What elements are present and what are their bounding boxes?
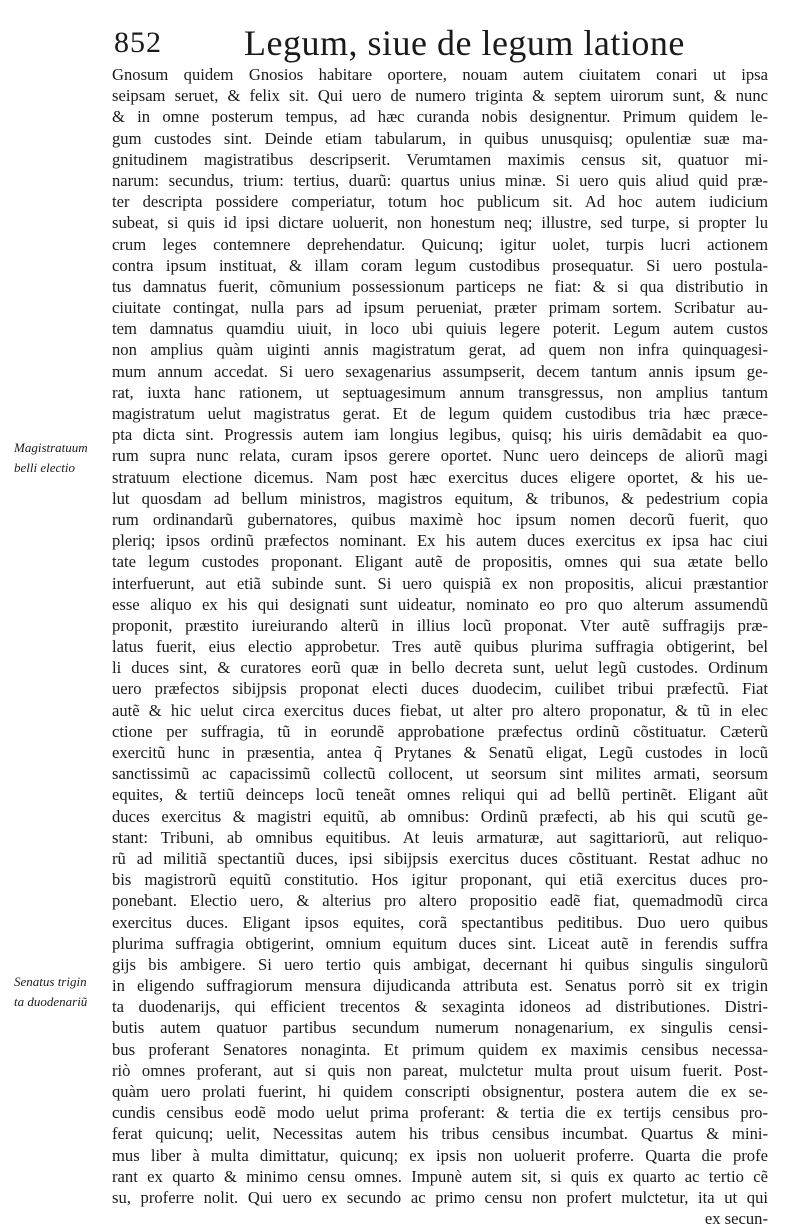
text-line: gnitudinem magistratibus descripserit. Verumtamen maximis census sit, quatuor mi- — [112, 149, 768, 169]
text-line: gijs bis ambigere. Si uero tertio quis ambigat, decernant hi quibus singulis singulorũ — [112, 954, 768, 974]
text-line: exercitus duces. Eligant ipsos equites, corã spectantibus peditibus. Duo uero quibus — [112, 912, 768, 932]
text-line: ponebant. Electio uero, & alterius pro altero propositio eadẽ fiat, quemadmodũ circa — [112, 891, 768, 911]
text-line: proponit, præstito iureiurando alterũ in illius locũ proponat. Vter autẽ suffragijs præ- — [112, 615, 768, 635]
text-line: cundis censibus eodẽ modo uelut prima proferant: & tertia die ex tertijs censibus pro- — [112, 1103, 768, 1123]
text-line: ctione per suffragia, tũ in eorundẽ approbatione præfectus ordinũ cõstituatur. Cæterũ — [112, 721, 768, 741]
text-line: su, proferre nolit. Qui uero ex secundo ac primo censu non profert mulctetur, ita ut qui — [112, 1187, 768, 1207]
text-line: pta dicta sint. Progressis autem iam longius legibus, quisq; his uiris demãdabit ea quo- — [112, 425, 768, 445]
text-line: stant: Tribuni, ab omnibus equitibus. At leuis armaturæ, aut sagittariorũ, aut reliquo- — [112, 827, 768, 847]
text-line: riò omnes proferant, aut si quis non pareat, mulctetur multa prout uisum fuerit. Post- — [112, 1060, 768, 1080]
margin-note-line: belli electio — [14, 460, 76, 475]
text-line: butis autem quatuor partibus secundum numerum nonagenarium, ex singulis censi- — [112, 1018, 768, 1038]
text-line: mum annum accedat. Si uero sexagenarius assumpserit, decem tantum annis ipsum ge- — [112, 361, 768, 381]
text-line: plurima suffragia obtigerint, omnium equitum duces sint. Liceat autẽ in ferendis suffra — [112, 933, 768, 953]
text-line: esse aliquo ex his qui designati sunt uideatur, nominato eo pro quo alterum assumendũ — [112, 594, 768, 614]
text-line: rant ex quarto & minimo censu omnes. Impunè autem sit, si quis ex quarto ac tertio cẽ — [112, 1166, 768, 1186]
text-line: bis magistrorũ equitũ constitutio. Hos igitur proponant, qui etiã exercitus duces pro- — [112, 870, 768, 890]
text-line: in eligendo suffragiorum mensura dijudicanda attributa est. Senatus porrò sit ex trigin — [112, 976, 768, 996]
text-line: li duces sint, & curatores eorũ quæ in bello decreta sunt, uelut legũ custodes. Ordinum — [112, 658, 768, 678]
text-line: exercitũ hunc in præsentia, antea q̃ Prytanes & Senatũ eligat, Legũ custodes in locũ — [112, 743, 768, 762]
text-line: non amplius quàm uiginti annis magistratum gerat, ad quem non infra quinquagesi- — [112, 340, 768, 360]
text-line: tus damnatus fuerit, cõmunium possessionum particeps ne fiat: & si qua distributio in — [112, 276, 768, 296]
margin-note-line: ta duodenariũ — [14, 994, 88, 1009]
text-line: interfuerunt, aut etiã subinde sunt. Si uero quispiã ex non propositis, alicui præstantior — [112, 573, 768, 593]
text-line: gum custodes sint. Deinde etiam tabularum, in quibus unusquisq; opulentiæ suæ ma- — [112, 128, 768, 148]
margin-note-magistratuum — [14, 438, 108, 478]
margin-note-line: Senatus trigin — [14, 974, 87, 989]
text-line: sanctissimũ ac capacissimũ collectũ collocent, ut seorsum sint milites armati, seorsum — [112, 764, 768, 784]
text-line: ta duodenarijs, qui efficient trecentos & sexaginta idoneos ad distributiones. Distri- — [112, 997, 768, 1017]
page-header — [100, 14, 790, 68]
text-line: ferat quicunq; uelit, Necessitas autem his tribus censibus incumbat. Quartus & mini- — [112, 1124, 768, 1144]
text-line: seipsam seruet, & felix sit. Qui uero de numero triginta & septem uirorum sunt, & nunc — [112, 86, 768, 106]
text-line: narum: secundus, trium: tertius, duarũ: quartus unius minæ. Si uero quis aliud quid præ- — [112, 170, 768, 190]
text-line: mus liber à multa dimittatur, quicunq; ex ipsis non uoluerit proferre. Quarta die profe — [112, 1145, 768, 1165]
text-line: & in omne posterum tempus, ad hæc curanda nobis designentur. Primum quidem le- — [112, 107, 768, 127]
text-line: contra ipsum instituat, & illam coram legum custodibus prosequatur. Si uero postula- — [112, 255, 768, 275]
margin-note-senatus — [14, 972, 108, 1012]
text-line: equites, & tertiũ deinceps locũ teneãt omnes reliqui qui ad bellũ pertinẽt. Eligant aũt — [112, 785, 768, 805]
running-title: Legum, siue de legum latione — [244, 23, 685, 63]
text-line: ex secun- — [704, 1209, 768, 1229]
text-line: crum leges contemnere deprehendatur. Quicunq; igitur uolet, turpis lucri actionem — [112, 234, 768, 254]
text-line: ciuitate contingat, nulla pars ad ipsum perueniat, præter primam sortem. Scribatur au- — [112, 298, 768, 318]
text-line: rat, iuxta hanc rationem, ut septuagesimum annum transgressus, non amplius tantum — [112, 382, 768, 402]
text-line: rum ordinandarũ gubernatores, quibus maximè hoc ipsum nomen decorũ fuerit, quo — [112, 509, 768, 529]
text-line: stratuum electione dicemus. Nam post hæc exercitus duces eligere oportet, & his ue- — [112, 467, 768, 487]
text-line: magistratum uelut magistratus gerat. Et de legum quidem custodibus tria hæc præce- — [112, 404, 768, 423]
text-line: duces exercitus & magistri equitũ, ab omnibus: Ordinũ præfecti, ab his qui scutũ ge- — [112, 806, 768, 826]
text-line: bus proferant Senatores nonaginta. Et primum quidem ex maximis censibus necessa- — [112, 1039, 768, 1059]
text-line: uero præfectos sibijpsis proponat electi duces duodecim, cuilibet tribui præfectũ. Fiat — [112, 679, 768, 699]
text-line: latus fuerit, eius electio approbetur. Tres autẽ quibus plurima suffragia obtigerint, bel — [112, 637, 768, 657]
text-line: quàm uero prolati fuerint, hi quidem conscripti obsignentur, postera autem die ex se- — [112, 1082, 768, 1101]
text-line: rum supra nunc relata, curam ipsos gerere oportet. Nunc uero deinceps de aliorũ magi — [112, 446, 768, 466]
text-line: tate legum custodes proponant. Eligant autẽ de propositis, omnes qui sua ætate bello — [112, 552, 768, 572]
margin-note-line: Magistratuum — [14, 440, 88, 455]
text-line: pleriq; ipsos ordinũ præfectos nominant. Ex his autem duces exercitus ex ipsa hac ciui — [112, 531, 768, 551]
text-line: tem damnatus quamdiu uiuit, in loco ubi quiuis legere poterit. Legum autem custos — [112, 319, 768, 339]
text-line: ter descripta possidere comperiatur, totum hoc publicum sit. Ad hoc autem iudicium — [112, 192, 768, 212]
body-text — [112, 64, 768, 1229]
text-line: Gnosum quidem Gnosios habitare oportere, nouam autem ciuitatem conari ut ipsa — [112, 65, 768, 84]
text-line: lut quosdam ad bellum ministros, magistros equitum, & tribunos, & pedestrium copia — [112, 488, 768, 508]
text-line: subeat, si quis id ipsi dictare uoluerit, non honestum neq; illustre, sed turpe, si propter lu — [112, 213, 768, 233]
text-line: rũ ad militiã spectantiũ duces, ipsi sibijpsis exercitus duces cõstituant. Restat adhuc no — [112, 848, 768, 868]
page-number: 852 — [114, 26, 162, 59]
text-line: autẽ & hic uelut circa exercitus duces fiebat, ut alter pro altero proponatur, & tũ in elec — [112, 700, 768, 720]
